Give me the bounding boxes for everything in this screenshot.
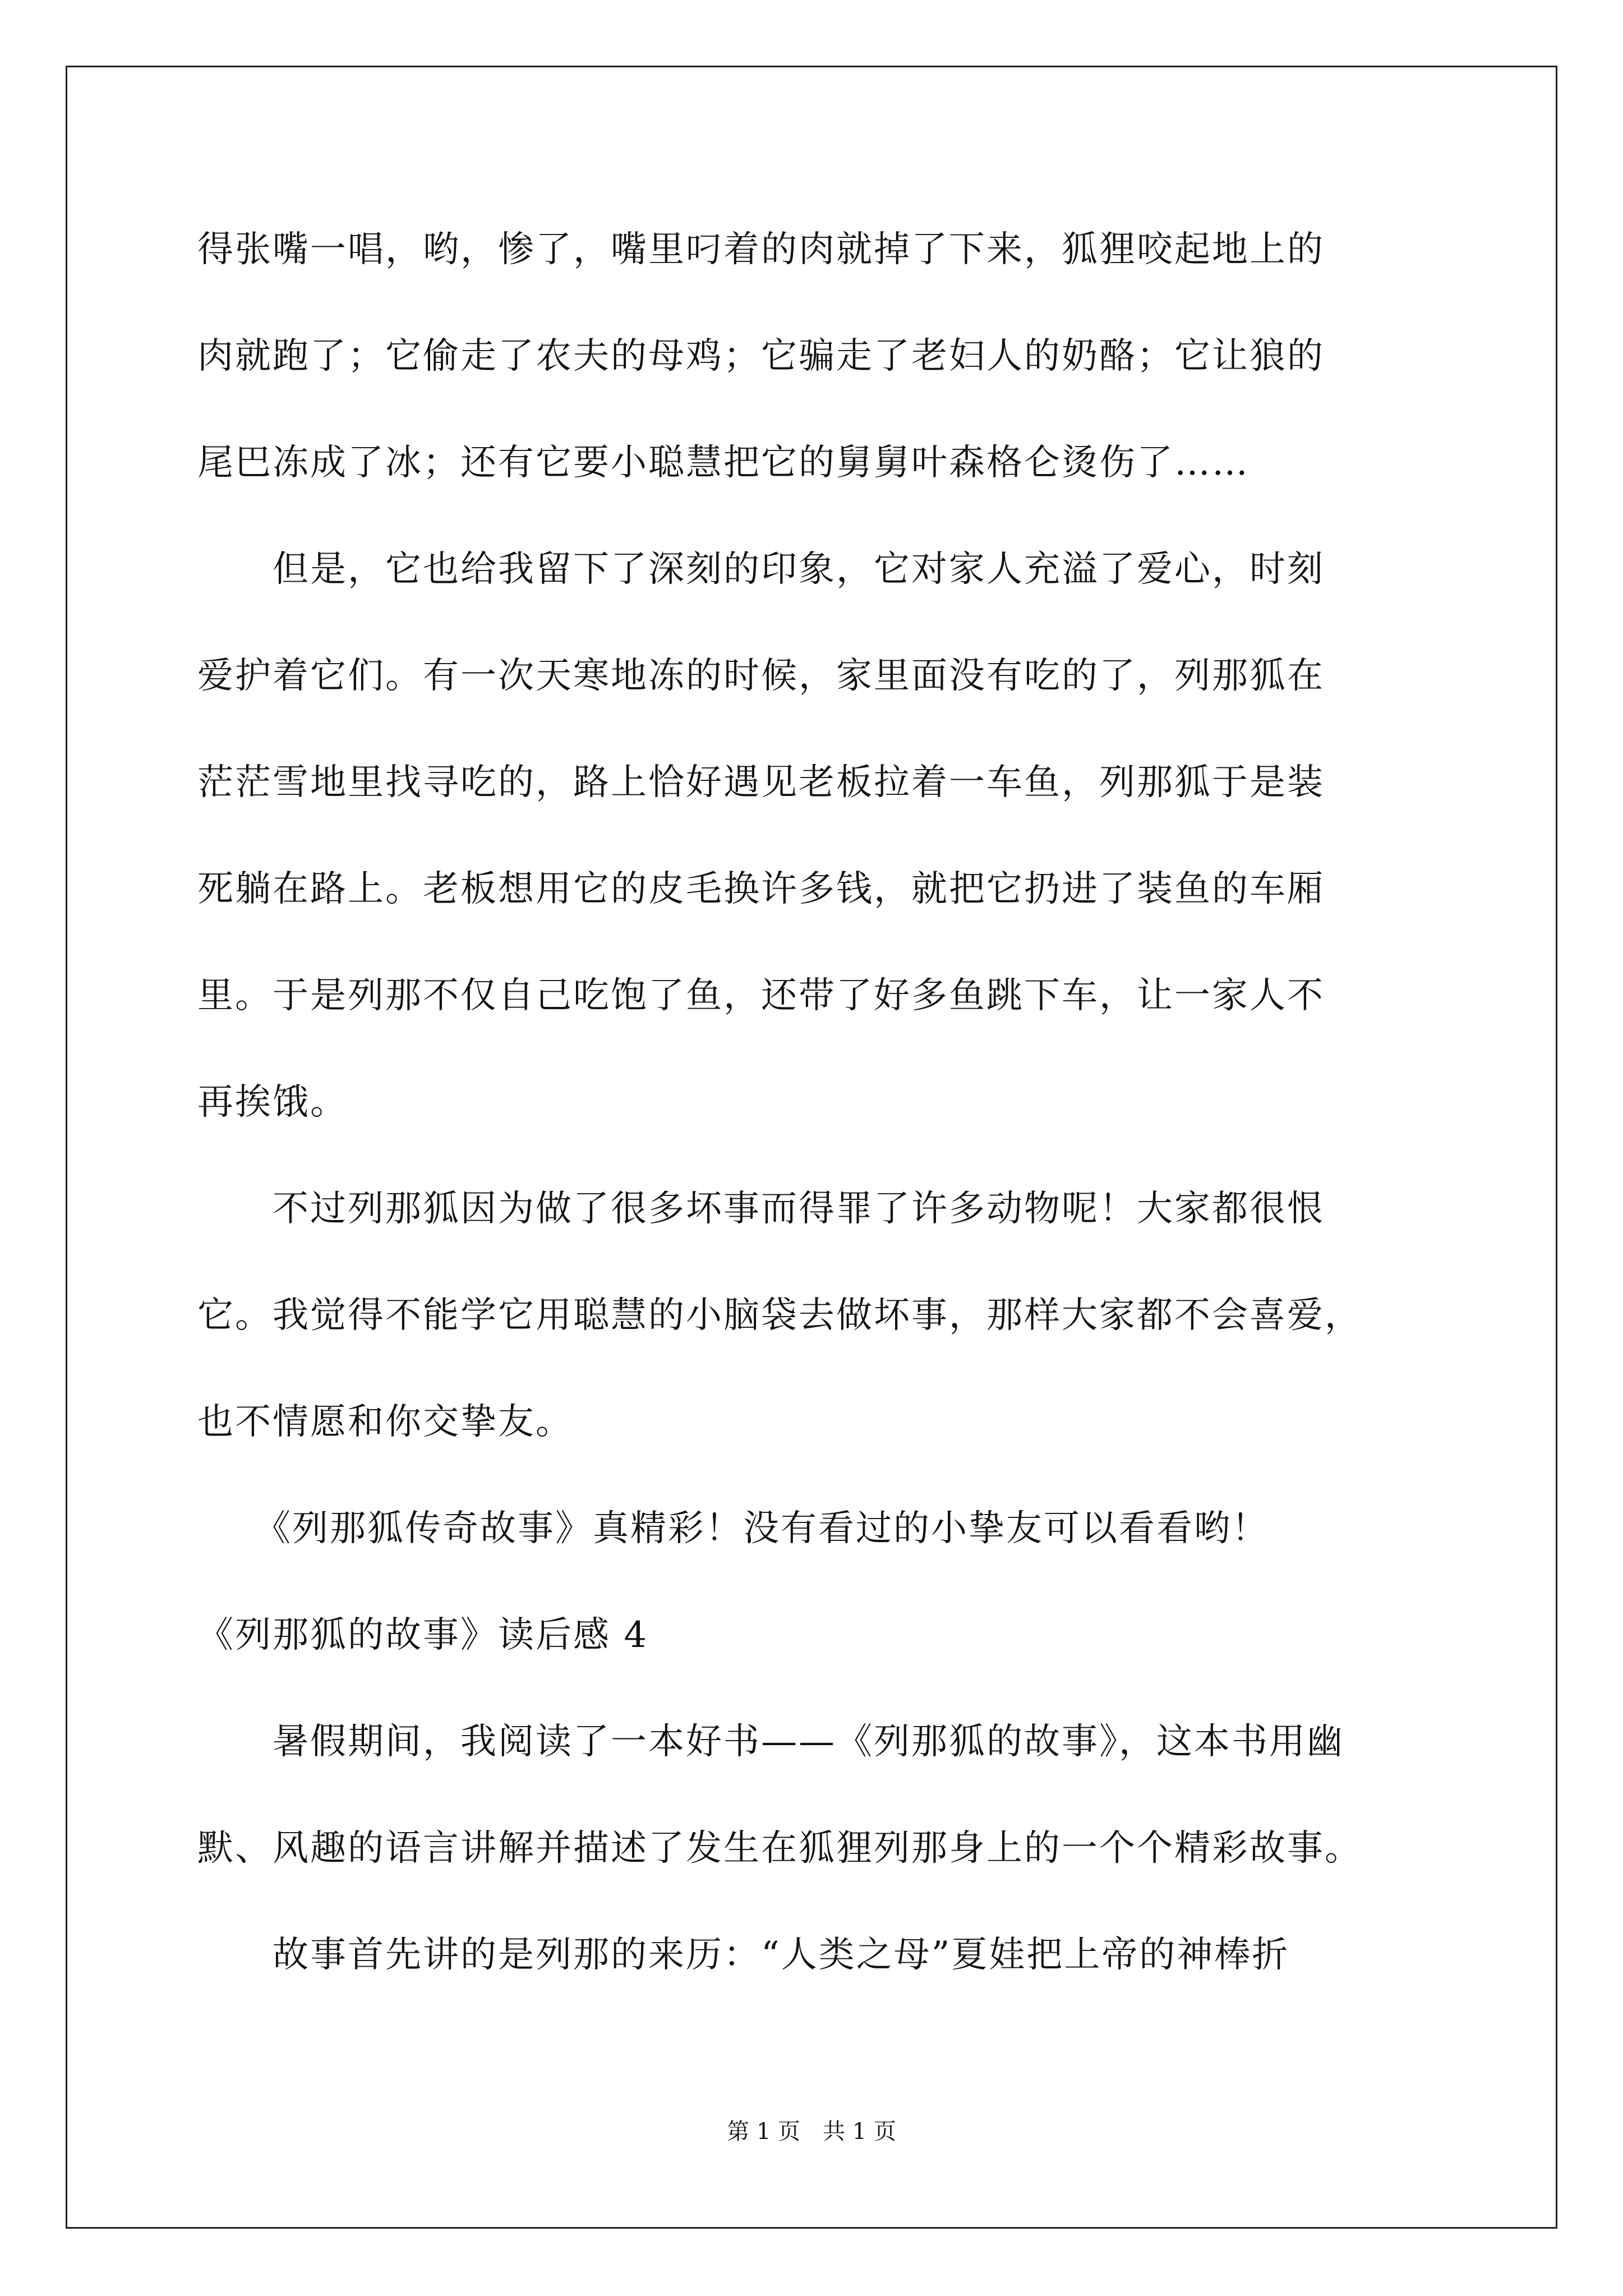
text-line: 暑假期间，我阅读了一本好书——《列那狐的故事》，这本书用幽 [197, 1721, 1344, 1763]
text-line: 也不情愿和你交挚友。 [197, 1401, 573, 1443]
text-line: 再挨饿。 [197, 1082, 348, 1123]
text-line: 尾巴冻成了冰；还有它要小聪慧把它的舅舅叶森格仑烫伤了…… [197, 442, 1249, 484]
text-line: 得张嘴一唱，哟，惨了，嘴里叼着的肉就掉了下来，狐狸咬起地上的 [197, 229, 1325, 270]
text-line: 但是，它也给我留下了深刻的印象，它对家人充溢了爱心，时刻 [197, 549, 1325, 590]
page-border [66, 66, 1557, 2229]
text-line: 故事首先讲的是列那的来历：“人类之母”夏娃把上帝的神棒折 [197, 1934, 1290, 1976]
text-line: 《列那狐传奇故事》真精彩！没有看过的小挚友可以看看哟！ [197, 1508, 1269, 1549]
text-line: 茫茫雪地里找寻吃的，路上恰好遇见老板拉着一车鱼，列那狐于是装 [197, 762, 1325, 803]
text-line: 肉就跑了；它偷走了农夫的母鸡；它骗走了老妇人的奶酪；它让狼的 [197, 335, 1325, 377]
text-line: 不过列那狐因为做了很多坏事而得罪了许多动物呢！大家都很恨 [197, 1188, 1325, 1230]
text-line: 默、风趣的语言讲解并描述了发生在狐狸列那身上的一个个精彩故事。 [197, 1828, 1362, 1869]
text-line: 里。于是列那不仅自己吃饱了鱼，还带了好多鱼跳下车，让一家人不 [197, 975, 1325, 1016]
page-footer: 第 1 页 共 1 页 [727, 2119, 896, 2145]
text-line: 死躺在路上。老板想用它的皮毛换许多钱，就把它扔进了装鱼的车厢 [197, 868, 1325, 910]
section-heading: 《列那狐的故事》读后感 4 [197, 1614, 649, 1656]
text-line: 它。我觉得不能学它用聪慧的小脑袋去做坏事，那样大家都不会喜爱， [197, 1295, 1362, 1336]
text-line: 爱护着它们。有一次天寒地冻的时候，家里面没有吃的了，列那狐在 [197, 655, 1325, 697]
